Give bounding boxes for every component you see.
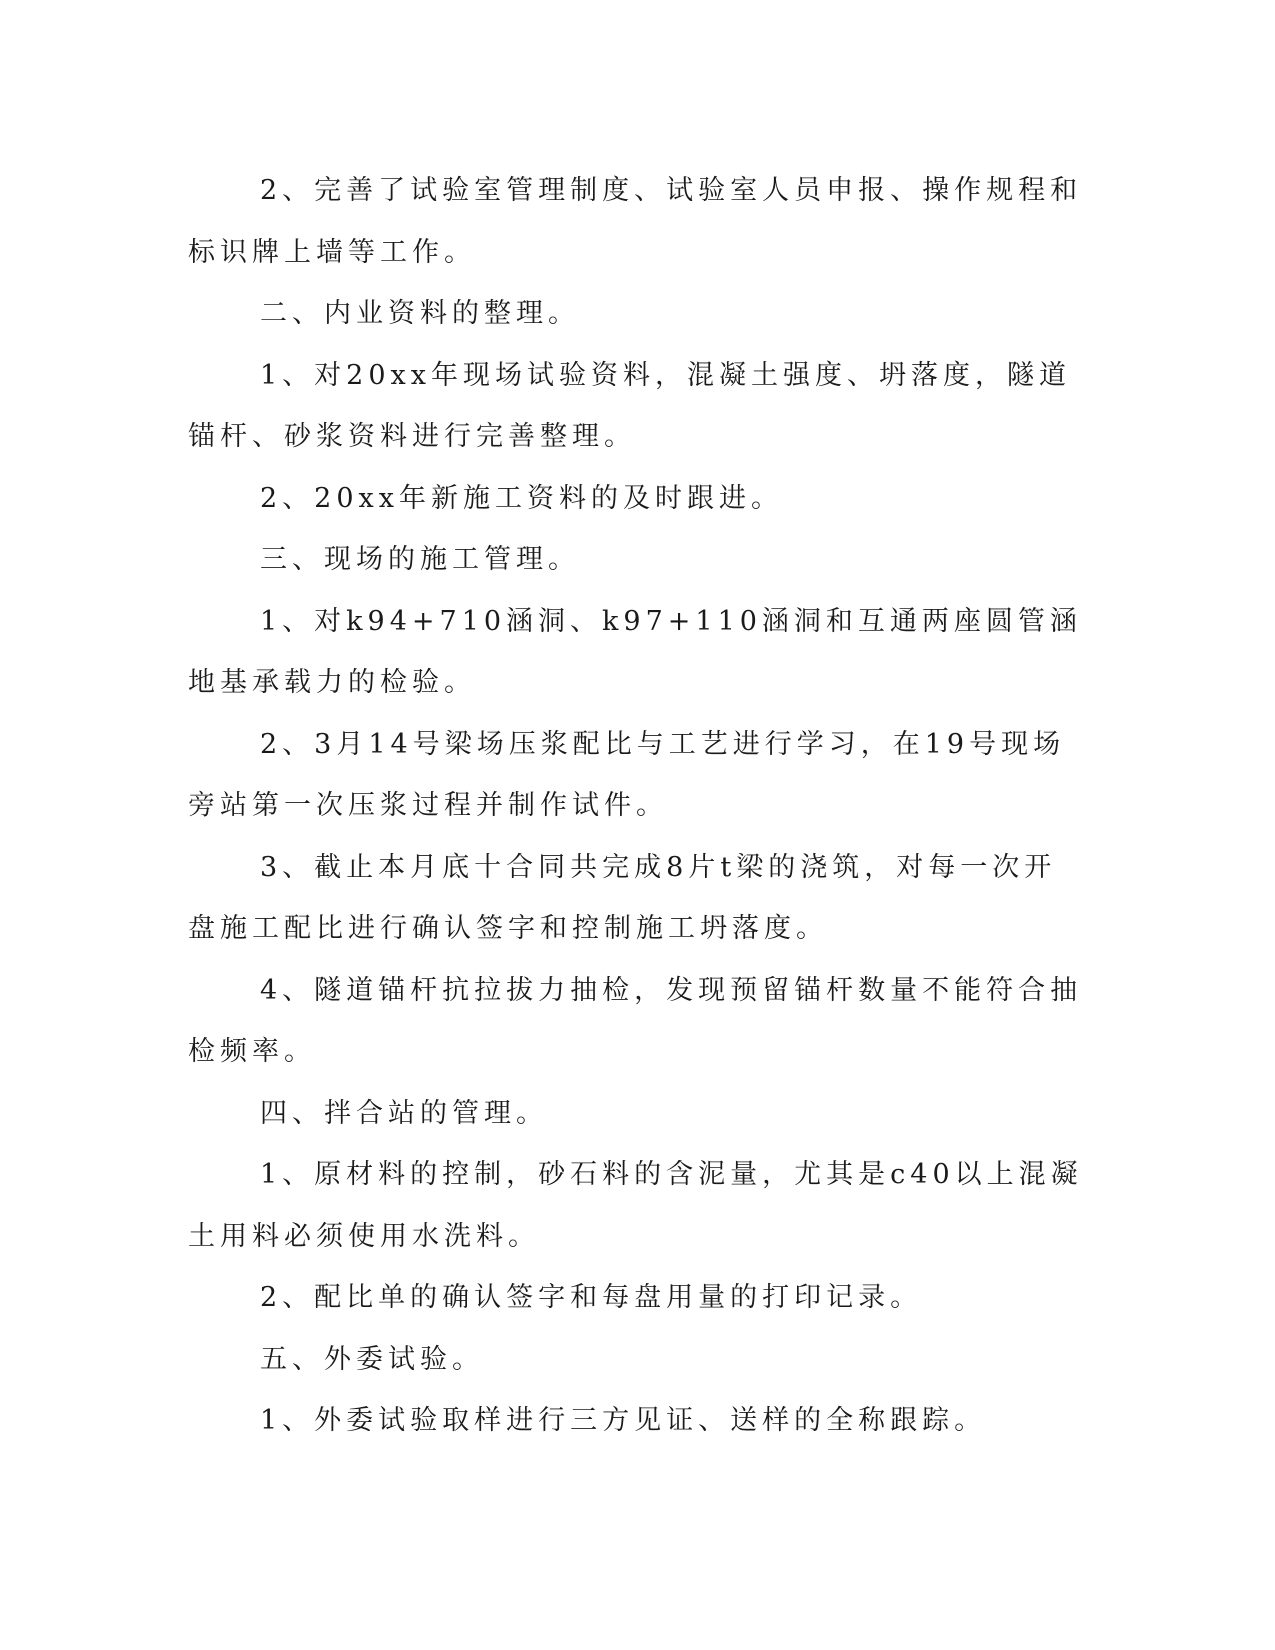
- paragraph-item: 1、对k94+710涵洞、k97+110涵洞和互通两座圆管涵地基承载力的检验。: [188, 605, 1082, 698]
- section-heading: 五、外委试验。: [260, 1343, 484, 1375]
- paragraph-item: 2、3月14号梁场压浆配比与工艺进行学习，在19号现场旁站第一次压浆过程并制作试件。: [188, 728, 1066, 821]
- paragraph-item: 2、完善了试验室管理制度、试验室人员申报、操作规程和标识牌上墙等工作。: [188, 175, 1083, 268]
- paragraph-item: 1、外委试验取样进行三方见证、送样的全称跟踪。: [260, 1405, 987, 1436]
- document-body: [188, 160, 1088, 1452]
- paragraph-item: 2、20xx年新施工资料的及时跟进。: [260, 482, 783, 514]
- paragraph-item: 3、截止本月底十合同共完成8片t梁的浇筑，对每一次开盘施工配比进行确认签字和控制施工坍落度。: [188, 851, 1057, 944]
- paragraph-item: 1、原材料的控制，砂石料的含泥量，尤其是c40以上混凝土用料必须使用水洗料。: [188, 1159, 1083, 1252]
- section-heading: 四、拌合站的管理。: [260, 1097, 548, 1129]
- section-heading: 二、内业资料的整理。: [260, 298, 580, 329]
- section-heading: 三、现场的施工管理。: [260, 544, 580, 575]
- paragraph-item: 1、对20xx年现场试验资料，混凝土强度、坍落度，隧道锚杆、砂浆资料进行完善整理。: [188, 359, 1071, 452]
- paragraph-item: 2、配比单的确认签字和每盘用量的打印记录。: [260, 1282, 923, 1313]
- paragraph-item: 4、隧道锚杆抗拉拔力抽检，发现预留锚杆数量不能符合抽检频率。: [188, 974, 1083, 1067]
